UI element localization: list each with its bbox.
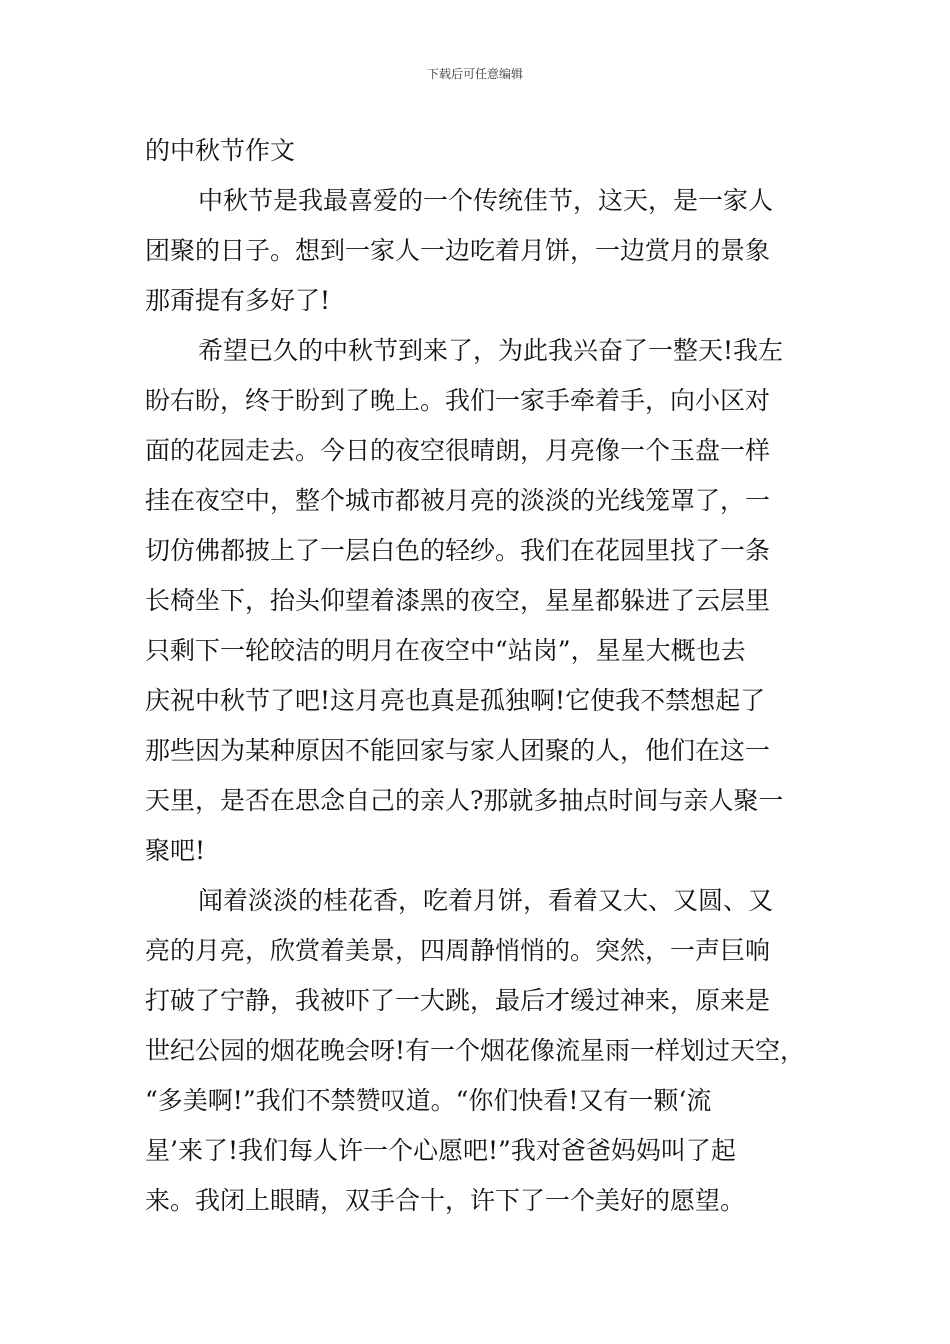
- paragraph-2-line-2: 盼右盼，终于盼到了晚上。我们一家手牵着手，向小区对: [145, 386, 771, 415]
- paragraph-2-line-1: 希望已久的中秋节到来了，为此我兴奋了一整天!我左: [198, 336, 784, 365]
- paragraph-1-line-3: 那甭提有多好了!: [145, 286, 331, 315]
- paragraph-3-line-7: 来。我闭上眼睛，双手合十，许下了一个美好的愿望。: [145, 1186, 746, 1215]
- paragraph-2-line-8: 庆祝中秋节了吧!这月亮也真是孤独啊!它使我不禁想起了: [145, 686, 766, 715]
- paragraph-2-line-11: 聚吧!: [145, 836, 206, 865]
- paragraph-3-line-3: 打破了宁静，我被吓了一大跳，最后才缓过神来，原来是: [145, 986, 771, 1015]
- paragraph-2-line-3: 面的花园走去。今日的夜空很晴朗，月亮像一个玉盘一样: [145, 436, 771, 465]
- paragraph-2-line-4: 挂在夜空中，整个城市都被月亮的淡淡的光线笼罩了，一: [145, 486, 771, 515]
- paragraph-2-line-6: 长椅坐下，抬头仰望着漆黑的夜空，星星都躲进了云层里: [145, 586, 771, 615]
- paragraph-3-line-6: 星’来了!我们每人许一个心愿吧!”我对爸爸妈妈叫了起: [145, 1136, 736, 1165]
- paragraph-3-line-2: 亮的月亮，欣赏着美景，四周静悄悄的。突然，一声巨响: [145, 936, 771, 965]
- paragraph-3-line-1: 闻着淡淡的桂花香，吃着月饼，看着又大、又圆、又: [198, 886, 774, 915]
- paragraph-2-line-9: 那些因为某种原因不能回家与家人团聚的人，他们在这一: [145, 736, 771, 765]
- essay-body: [145, 126, 810, 1226]
- paragraph-1-line-2: 团聚的日子。想到一家人一边吃着月饼，一边赏月的景象: [145, 236, 771, 265]
- paragraph-1-line-1: 中秋节是我最喜爱的一个传统佳节，这天，是一家人: [198, 186, 774, 215]
- paragraph-3-line-4: 世纪公园的烟花晚会呀!有一个烟花像流星雨一样划过天空，: [145, 1036, 806, 1065]
- paragraph-2-line-10: 天里，是否在思念自己的亲人?那就多抽点时间与亲人聚一: [145, 786, 784, 815]
- page-header-note: 下载后可任意编辑: [426, 67, 523, 81]
- paragraph-3-line-5: “多美啊!”我们不禁赞叹道。“你们快看!又有一颗‘流: [145, 1086, 712, 1115]
- paragraph-2-line-7: 只剩下一轮皎洁的明月在夜空中“站岗”，星星大概也去: [145, 636, 746, 665]
- paragraph-2-line-5: 切仿佛都披上了一层白色的轻纱。我们在花园里找了一条: [145, 536, 771, 565]
- essay-title-line: 的中秋节作文: [145, 136, 296, 165]
